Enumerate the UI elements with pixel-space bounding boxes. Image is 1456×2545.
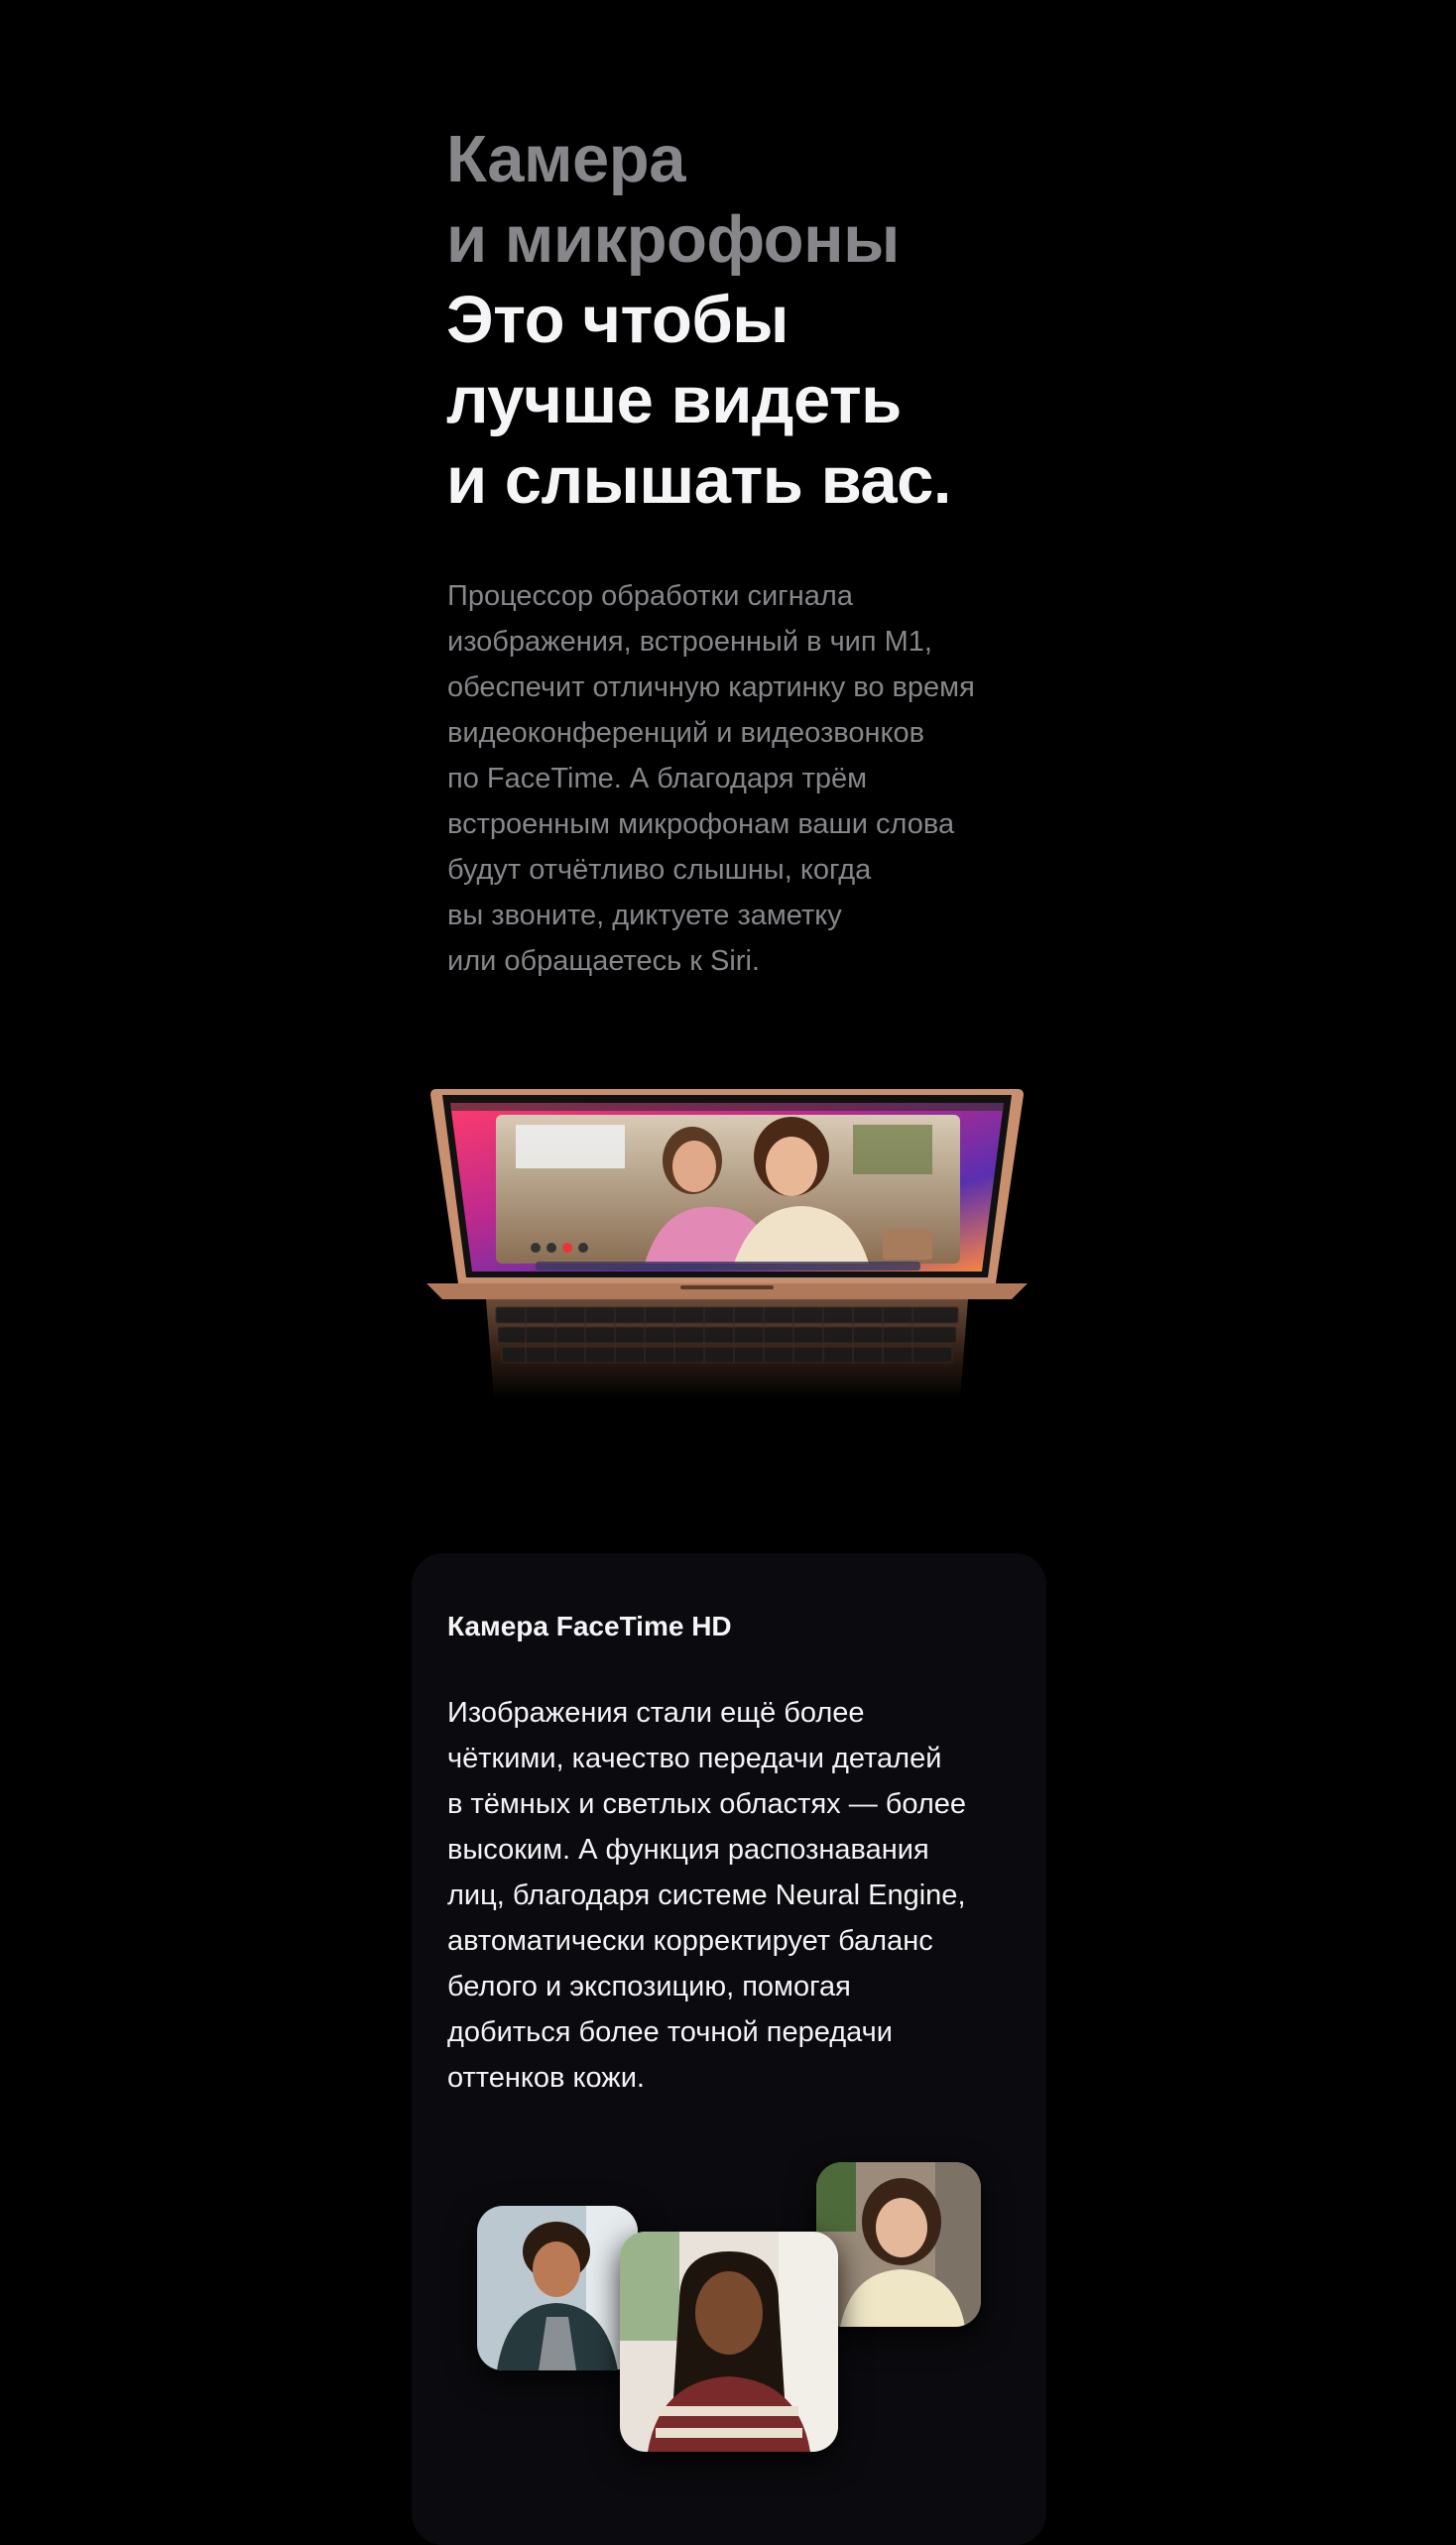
person-avatar-girl-braids-image bbox=[620, 2232, 838, 2452]
person-avatar-woman-image bbox=[816, 2162, 981, 2327]
headline-line-3: и слышать вас. bbox=[446, 443, 952, 518]
eyebrow-line-2: и микрофоны bbox=[446, 202, 900, 277]
person-avatar-boy-image bbox=[477, 2206, 638, 2370]
facetime-camera-card bbox=[412, 1553, 1046, 2545]
eyebrow-line-1: Камера bbox=[446, 122, 685, 196]
section-headline bbox=[446, 119, 1141, 521]
intro-paragraph: Процессор обработки сигнала изображения, встроенный в чип M1, обеспечит отличную картинку во время видеоконференций и видеозвонков по FaceTime. А благодаря трём встроенным микрофонам ваши слова будут отчётливо слышны, когда вы звоните, диктуете заметку или обращаетесь к Siri. bbox=[447, 580, 975, 977]
card-title: Камера FaceTime HD bbox=[447, 1611, 732, 1641]
macbook-facetime-image bbox=[426, 1089, 1028, 1398]
headline-line-2: лучше видеть bbox=[446, 363, 902, 437]
card-body: Изображения стали ещё более чёткими, качество передачи деталей в тёмных и светлых областях — более высоким. А функция распознавания лиц, благодаря системе Neural Engine, автоматически корректирует баланс белого и экспозицию, помогая добиться более точной передачи оттенков кожи. bbox=[447, 1697, 967, 2094]
headline-line-1: Это чтобы bbox=[446, 283, 789, 357]
